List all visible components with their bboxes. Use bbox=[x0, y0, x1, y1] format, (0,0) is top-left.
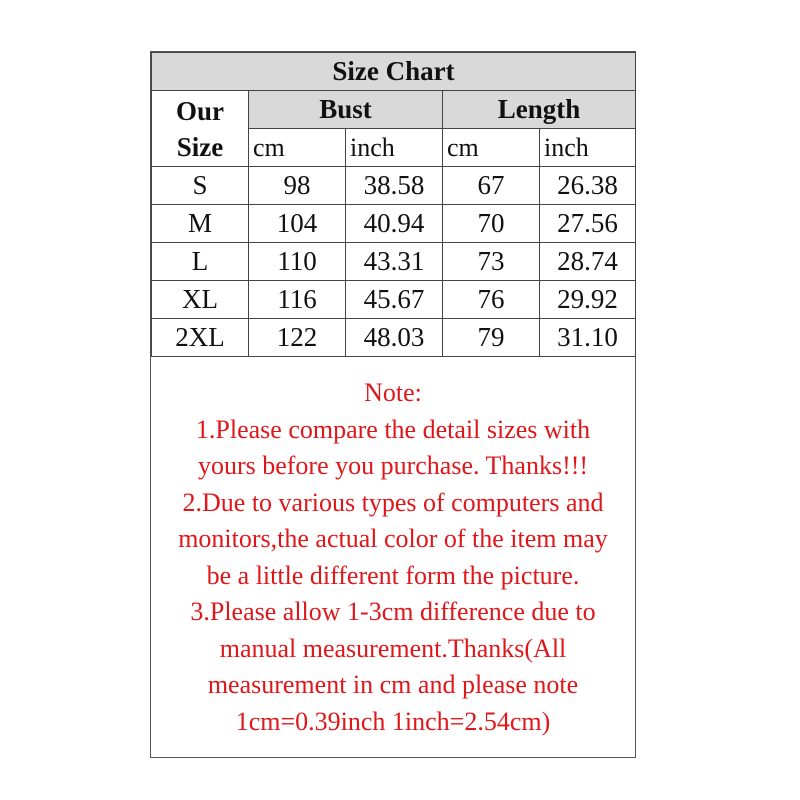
bust-cm-cell: 98 bbox=[249, 167, 346, 205]
length-cm-cell: 70 bbox=[443, 205, 540, 243]
our-size-header bbox=[152, 91, 249, 167]
length-cm-cell: 76 bbox=[443, 281, 540, 319]
bust-inch-cell: 45.67 bbox=[346, 281, 443, 319]
note-line: 1.Please compare the detail sizes with bbox=[195, 414, 591, 444]
bust-inch-cell: 48.03 bbox=[346, 319, 443, 357]
bust-inch-unit: inch bbox=[346, 129, 443, 167]
note-line: manual measurement.Thanks(All bbox=[219, 633, 567, 663]
size-cell: M bbox=[152, 205, 249, 243]
size-cell: L bbox=[152, 243, 249, 281]
table-row bbox=[152, 167, 636, 205]
bust-inch-cell: 43.31 bbox=[346, 243, 443, 281]
note-line: monitors,the actual color of the item may bbox=[178, 524, 608, 553]
group-header-row bbox=[152, 91, 636, 129]
chart-title: Size Chart bbox=[152, 53, 636, 91]
table-row bbox=[152, 205, 636, 243]
bust-cm-unit: cm bbox=[249, 129, 346, 167]
size-cell: S bbox=[152, 167, 249, 205]
bust-header: Bust bbox=[249, 91, 443, 129]
length-header: Length bbox=[443, 91, 636, 129]
length-inch-cell: 29.92 bbox=[540, 281, 636, 319]
length-cm-unit: cm bbox=[443, 129, 540, 167]
note-line: 2.Due to various types of computers and bbox=[182, 487, 604, 517]
size-cell: 2XL bbox=[152, 319, 249, 357]
note-line: yours before you purchase. Thanks!!! bbox=[197, 451, 589, 480]
length-cm-cell: 73 bbox=[443, 243, 540, 281]
note-line: 3.Please allow 1-3cm difference due to bbox=[190, 597, 596, 626]
table-row bbox=[152, 243, 636, 281]
size-cell: XL bbox=[152, 281, 249, 319]
length-inch-cell: 31.10 bbox=[540, 319, 636, 357]
table-row bbox=[152, 281, 636, 319]
length-inch-cell: 26.38 bbox=[540, 167, 636, 205]
our-size-line1: Our bbox=[175, 95, 224, 126]
length-inch-cell: 27.56 bbox=[540, 205, 636, 243]
length-cm-cell: 67 bbox=[443, 167, 540, 205]
bust-cm-cell: 116 bbox=[249, 281, 346, 319]
bust-cm-cell: 110 bbox=[249, 243, 346, 281]
length-inch-unit: inch bbox=[540, 129, 636, 167]
length-cm-cell: 79 bbox=[443, 319, 540, 357]
size-table bbox=[151, 52, 636, 357]
note-line: measurement in cm and please note bbox=[207, 670, 579, 699]
table-row bbox=[152, 319, 636, 357]
bust-cm-cell: 122 bbox=[249, 319, 346, 357]
length-inch-cell: 28.74 bbox=[540, 243, 636, 281]
our-size-line2: Size bbox=[176, 131, 224, 162]
notes-section bbox=[151, 353, 635, 740]
bust-inch-cell: 38.58 bbox=[346, 167, 443, 205]
bust-cm-cell: 104 bbox=[249, 205, 346, 243]
size-chart bbox=[150, 51, 636, 758]
note-line: 1cm=0.39inch 1inch=2.54cm) bbox=[235, 706, 551, 736]
note-title: Note: bbox=[364, 378, 422, 407]
note-line: be a little different form the picture. bbox=[206, 560, 580, 590]
title-row bbox=[152, 53, 636, 91]
bust-inch-cell: 40.94 bbox=[346, 205, 443, 243]
